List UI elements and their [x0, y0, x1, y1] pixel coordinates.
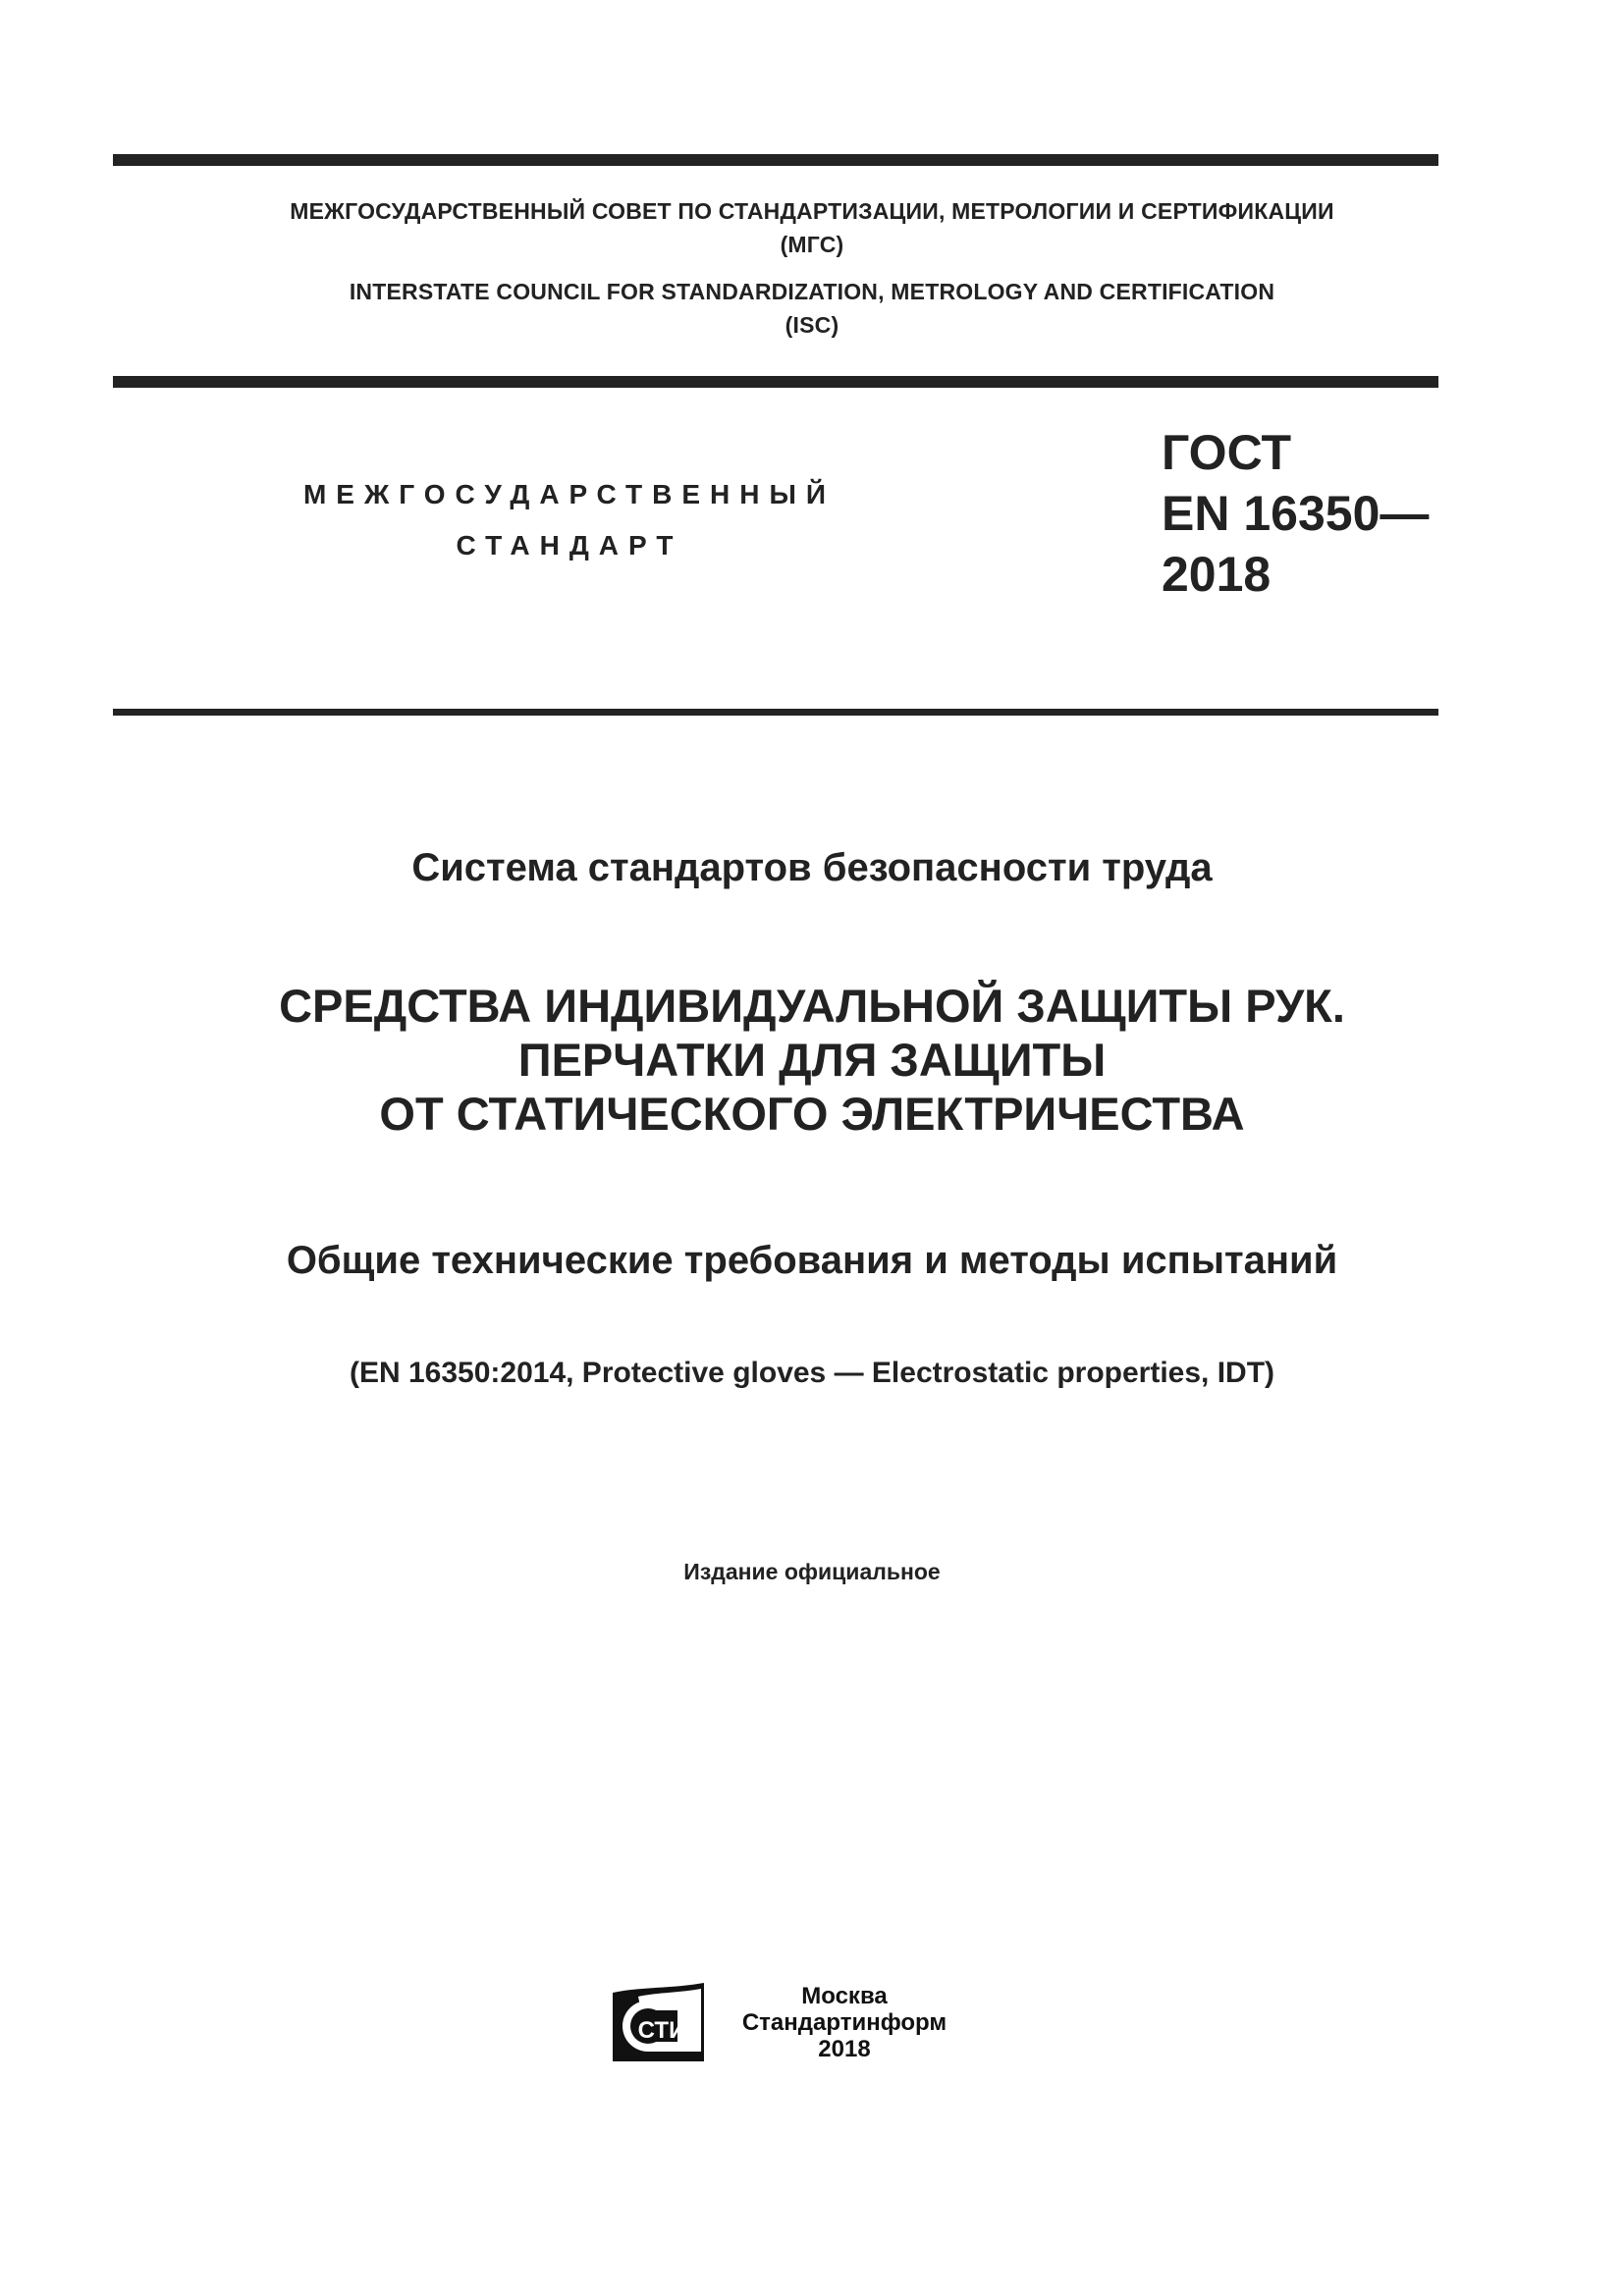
council-ru-name: МЕЖГОСУДАРСТВЕННЫЙ СОВЕТ ПО СТАНДАРТИЗАЦИИ, МЕТРОЛОГИИ И СЕРТИФИКАЦИИ	[290, 198, 1334, 224]
council-en-abbr: (ISC)	[785, 312, 839, 338]
subtitle: Общие технические требования и методы испытаний	[286, 1239, 1338, 1282]
standard-type	[226, 469, 913, 571]
second-rule	[113, 376, 1438, 388]
publisher-block	[731, 1983, 957, 2062]
standard-type-line1: МЕЖГОСУДАРСТВЕННЫЙ	[302, 479, 837, 509]
standartinform-logo-icon	[611, 1981, 709, 2069]
designation-line1: ГОСТ	[1162, 425, 1291, 480]
main-title	[0, 979, 1624, 1141]
publisher-city: Москва	[801, 1983, 888, 2009]
series-title: Система стандартов безопасности труда	[411, 846, 1213, 889]
third-rule	[113, 709, 1438, 716]
svg-text:СТИ: СТИ	[637, 2017, 686, 2044]
council-en-name: INTERSTATE COUNCIL FOR STANDARDIZATION, METROLOGY AND CERTIFICATION	[349, 279, 1275, 304]
designation-line2: EN 16350—	[1162, 486, 1430, 541]
designation-line3: 2018	[1162, 547, 1272, 602]
main-title-line2: ПЕРЧАТКИ ДЛЯ ЗАЩИТЫ	[517, 1034, 1107, 1086]
standard-designation	[1162, 422, 1429, 605]
publisher-year: 2018	[818, 2036, 871, 2062]
edition-label: Издание официальное	[683, 1559, 941, 1584]
main-title-line3: ОТ СТАТИЧЕСКОГО ЭЛЕКТРИЧЕСТВА	[379, 1088, 1245, 1140]
source-standard: (EN 16350:2014, Protective gloves — Electrostatic properties, IDT)	[349, 1357, 1275, 1389]
top-rule	[113, 154, 1438, 166]
standard-type-line2: СТАНДАРТ	[456, 530, 683, 561]
council-ru-abbr: (МГС)	[780, 232, 844, 257]
main-title-line1: СРЕДСТВА ИНДИВИДУАЛЬНОЙ ЗАЩИТЫ РУК.	[279, 980, 1345, 1032]
publisher-name: Стандартинформ	[741, 2009, 947, 2036]
council-block	[0, 194, 1624, 342]
